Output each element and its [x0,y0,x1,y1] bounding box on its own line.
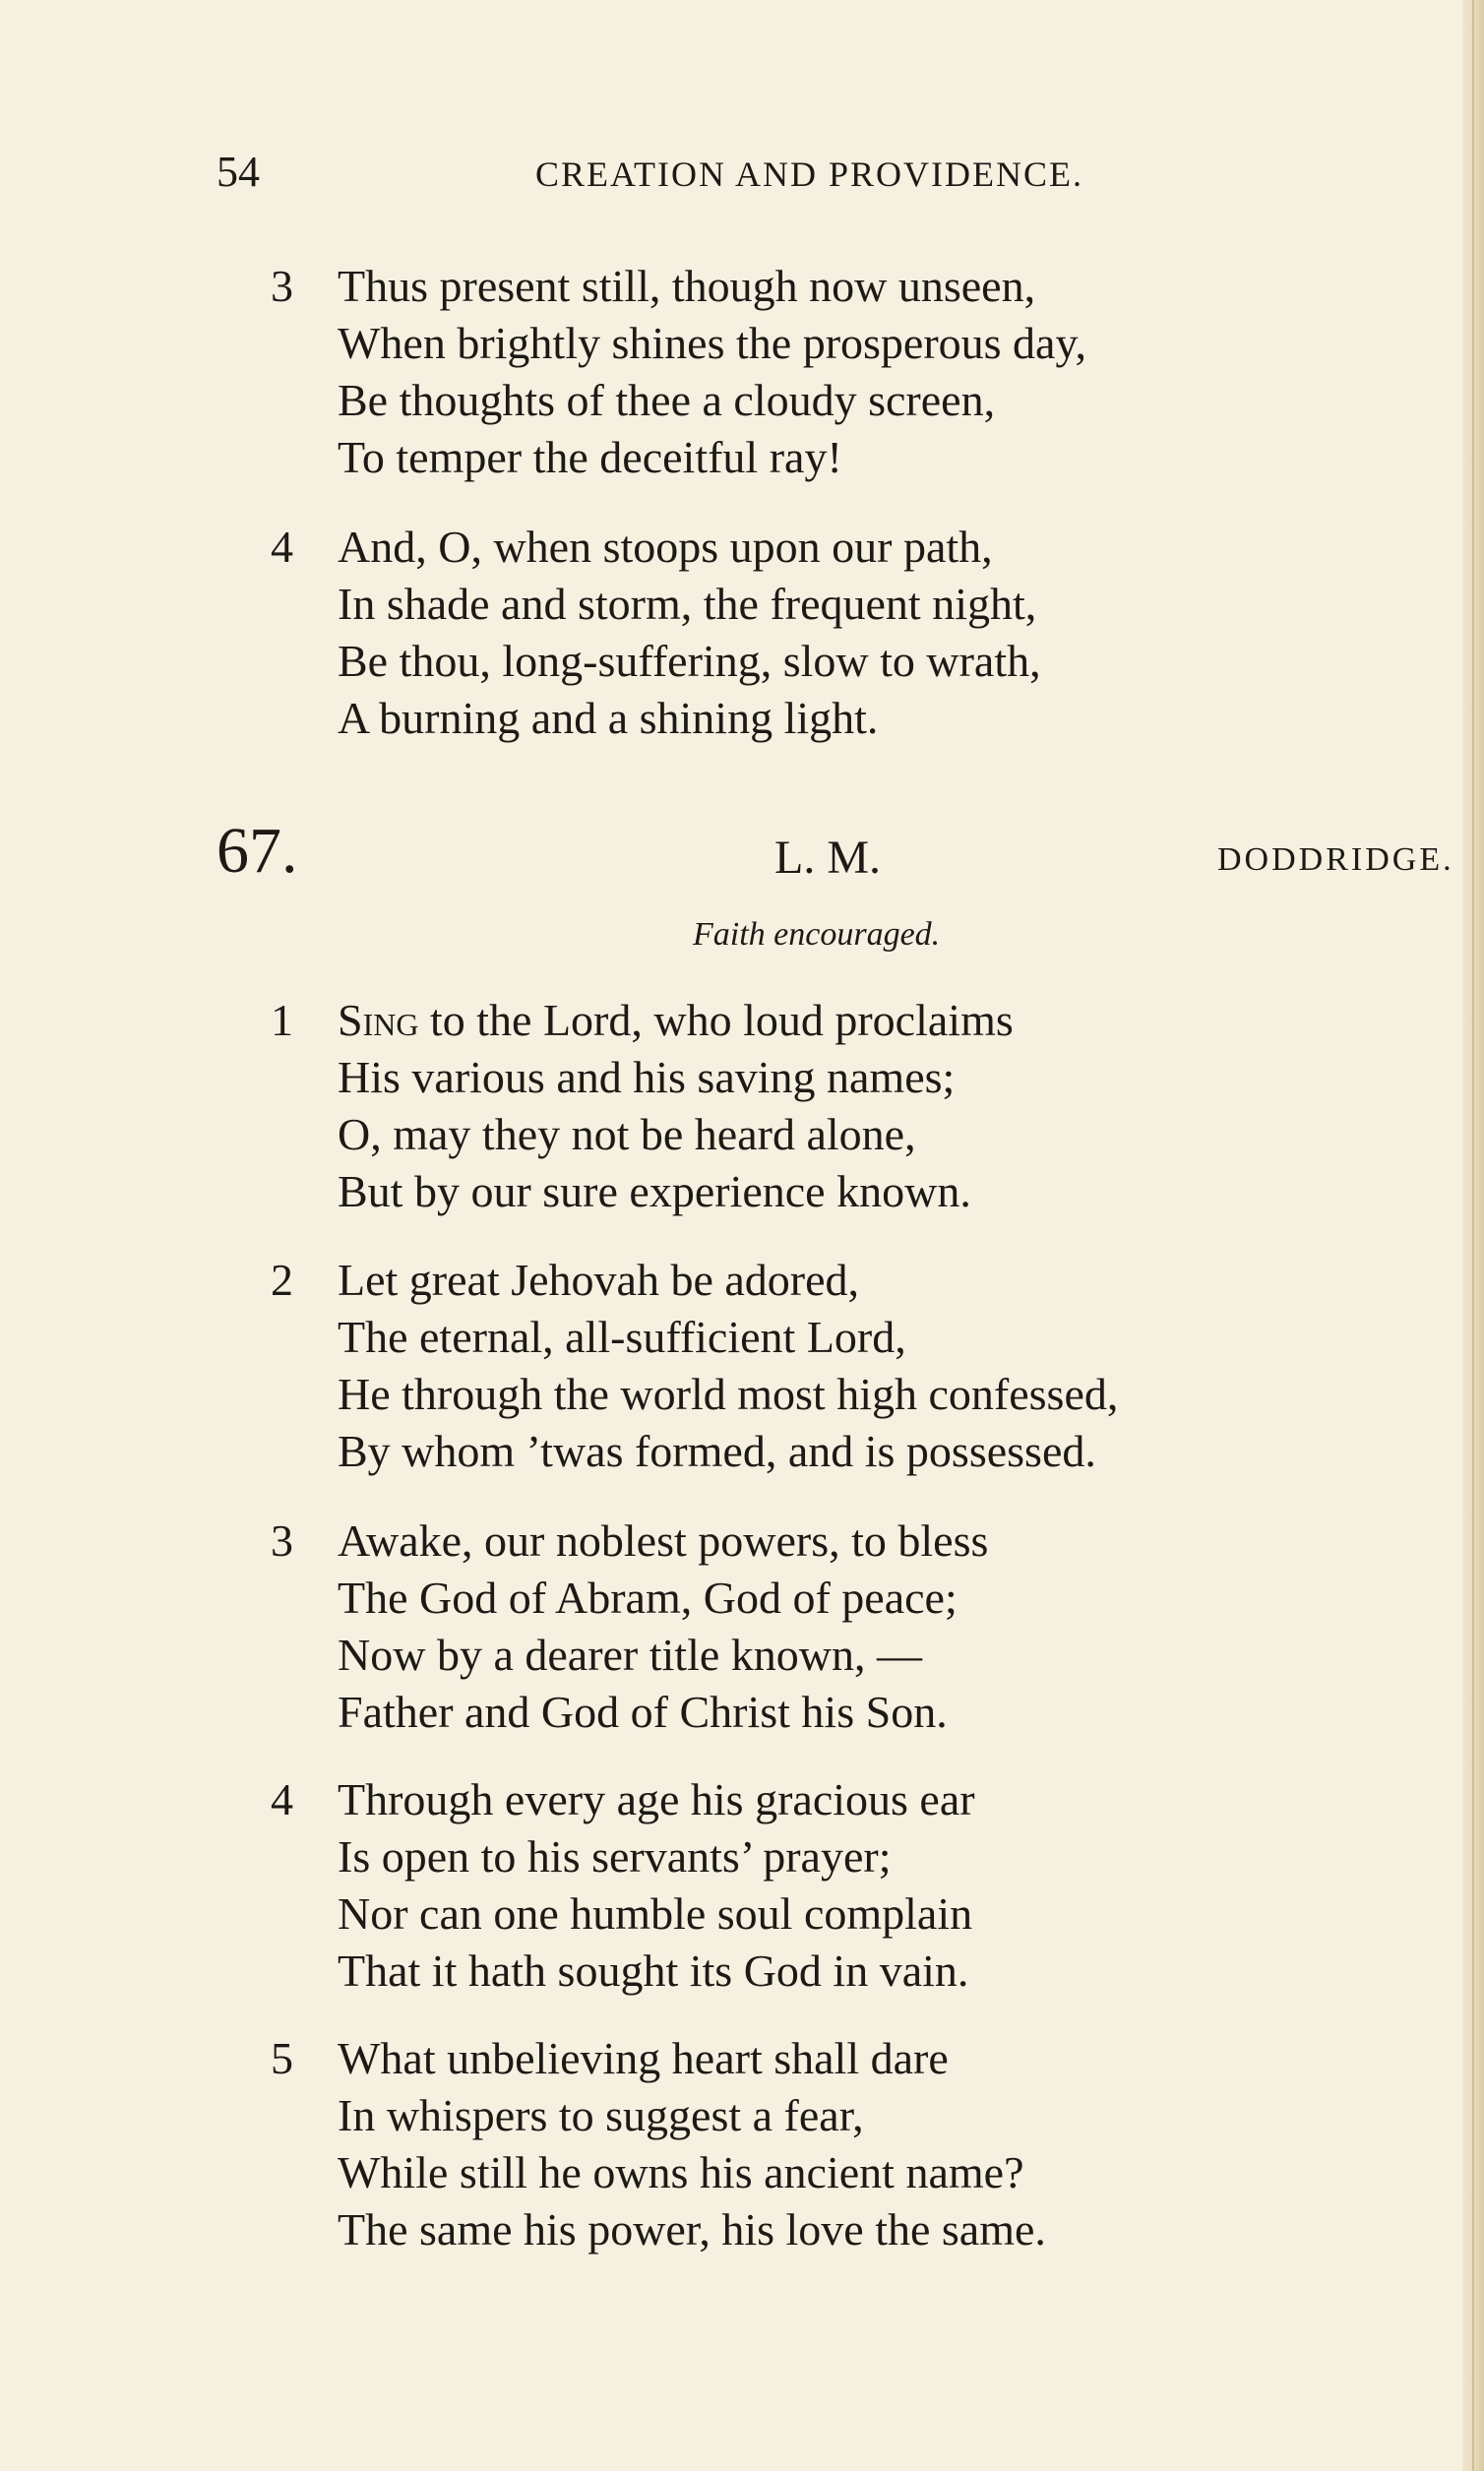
verse-line: Let great Jehovah be adored, [338,1255,860,1305]
verse-line: Father and God of Christ his Son. [338,1687,948,1737]
stanza-number: 1 [271,995,293,1045]
verse-line: Be thoughts of thee a cloudy screen, [338,375,996,425]
verse-line: And, O, when stoops upon our path, [338,522,993,572]
verse-line: To temper the deceitful ray! [338,432,842,482]
verse-line: Thus present still, though now unseen, [338,261,1036,311]
verse-line: He through the world most high confessed, [338,1369,1119,1419]
hymn-author: DODDRIDGE. [1217,841,1454,878]
hymn-stanza-2 [271,1252,1402,1488]
stanza-number: 5 [271,2033,293,2083]
verse-line: When brightly shines the prosperous day, [338,318,1086,368]
hymn-number: 67. [216,815,298,887]
verse-line: In shade and storm, the frequent night, [338,579,1037,629]
verse-line: By whom ’twas formed, and is possessed. [338,1426,1096,1476]
stanza-number: 4 [271,1774,293,1824]
running-header [216,148,1176,197]
verse-line: A burning and a shining light. [338,693,879,743]
hymn-subtitle: Faith encouraged. [693,916,941,953]
verse-line: Is open to his servants’ prayer; [338,1831,892,1882]
verse-line: Now by a dearer title known, — [338,1630,923,1680]
verse-line: Awake, our noblest powers, to bless [338,1515,989,1566]
stanza-number: 3 [271,1515,293,1566]
continuation-stanza-4 [271,519,1402,755]
hymn-meter: L. M. [774,832,881,884]
verse-line: Through every age his gracious ear [338,1774,975,1824]
stanza-number: 4 [271,522,293,572]
verse-line: The God of Abram, God of peace; [338,1573,958,1623]
verse-line: What unbelieving heart shall dare [338,2033,949,2083]
page-number: 54 [216,148,260,196]
verse-line: His various and his saving names; [338,1052,956,1102]
verse-line: The same his power, his love the same. [338,2204,1046,2255]
stanza-number: 3 [271,261,293,311]
page-edge-line [1472,0,1474,2471]
verse-line: That it hath sought its God in vain. [338,1946,969,1996]
verse-line [338,992,1014,1049]
continuation-stanza-3 [271,258,1402,494]
hymn-stanza-4 [271,1771,1402,2008]
verse-line: While still he owns his ancient name? [338,2147,1024,2197]
stanza-number: 2 [271,1255,293,1305]
verse-line: The eternal, all-sufficient Lord, [338,1312,906,1362]
initial-word: Sing [338,995,419,1045]
verse-line: O, may they not be heard alone, [338,1109,916,1159]
verse-line: Nor can one humble soul complain [338,1888,973,1939]
verse-line: But by our sure experience known. [338,1166,971,1216]
running-title: CREATION AND PROVIDENCE. [535,154,1084,194]
verse-line-rest: to the Lord, who loud proclaims [418,995,1014,1045]
hymn-stanza-1 [271,992,1402,1228]
hymn-stanza-3 [271,1513,1402,1749]
verse-line: Be thou, long-suffering, slow to wrath, [338,636,1041,686]
verse-line: In whispers to suggest a fear, [338,2090,864,2140]
hymn-stanza-5 [271,2030,1402,2266]
